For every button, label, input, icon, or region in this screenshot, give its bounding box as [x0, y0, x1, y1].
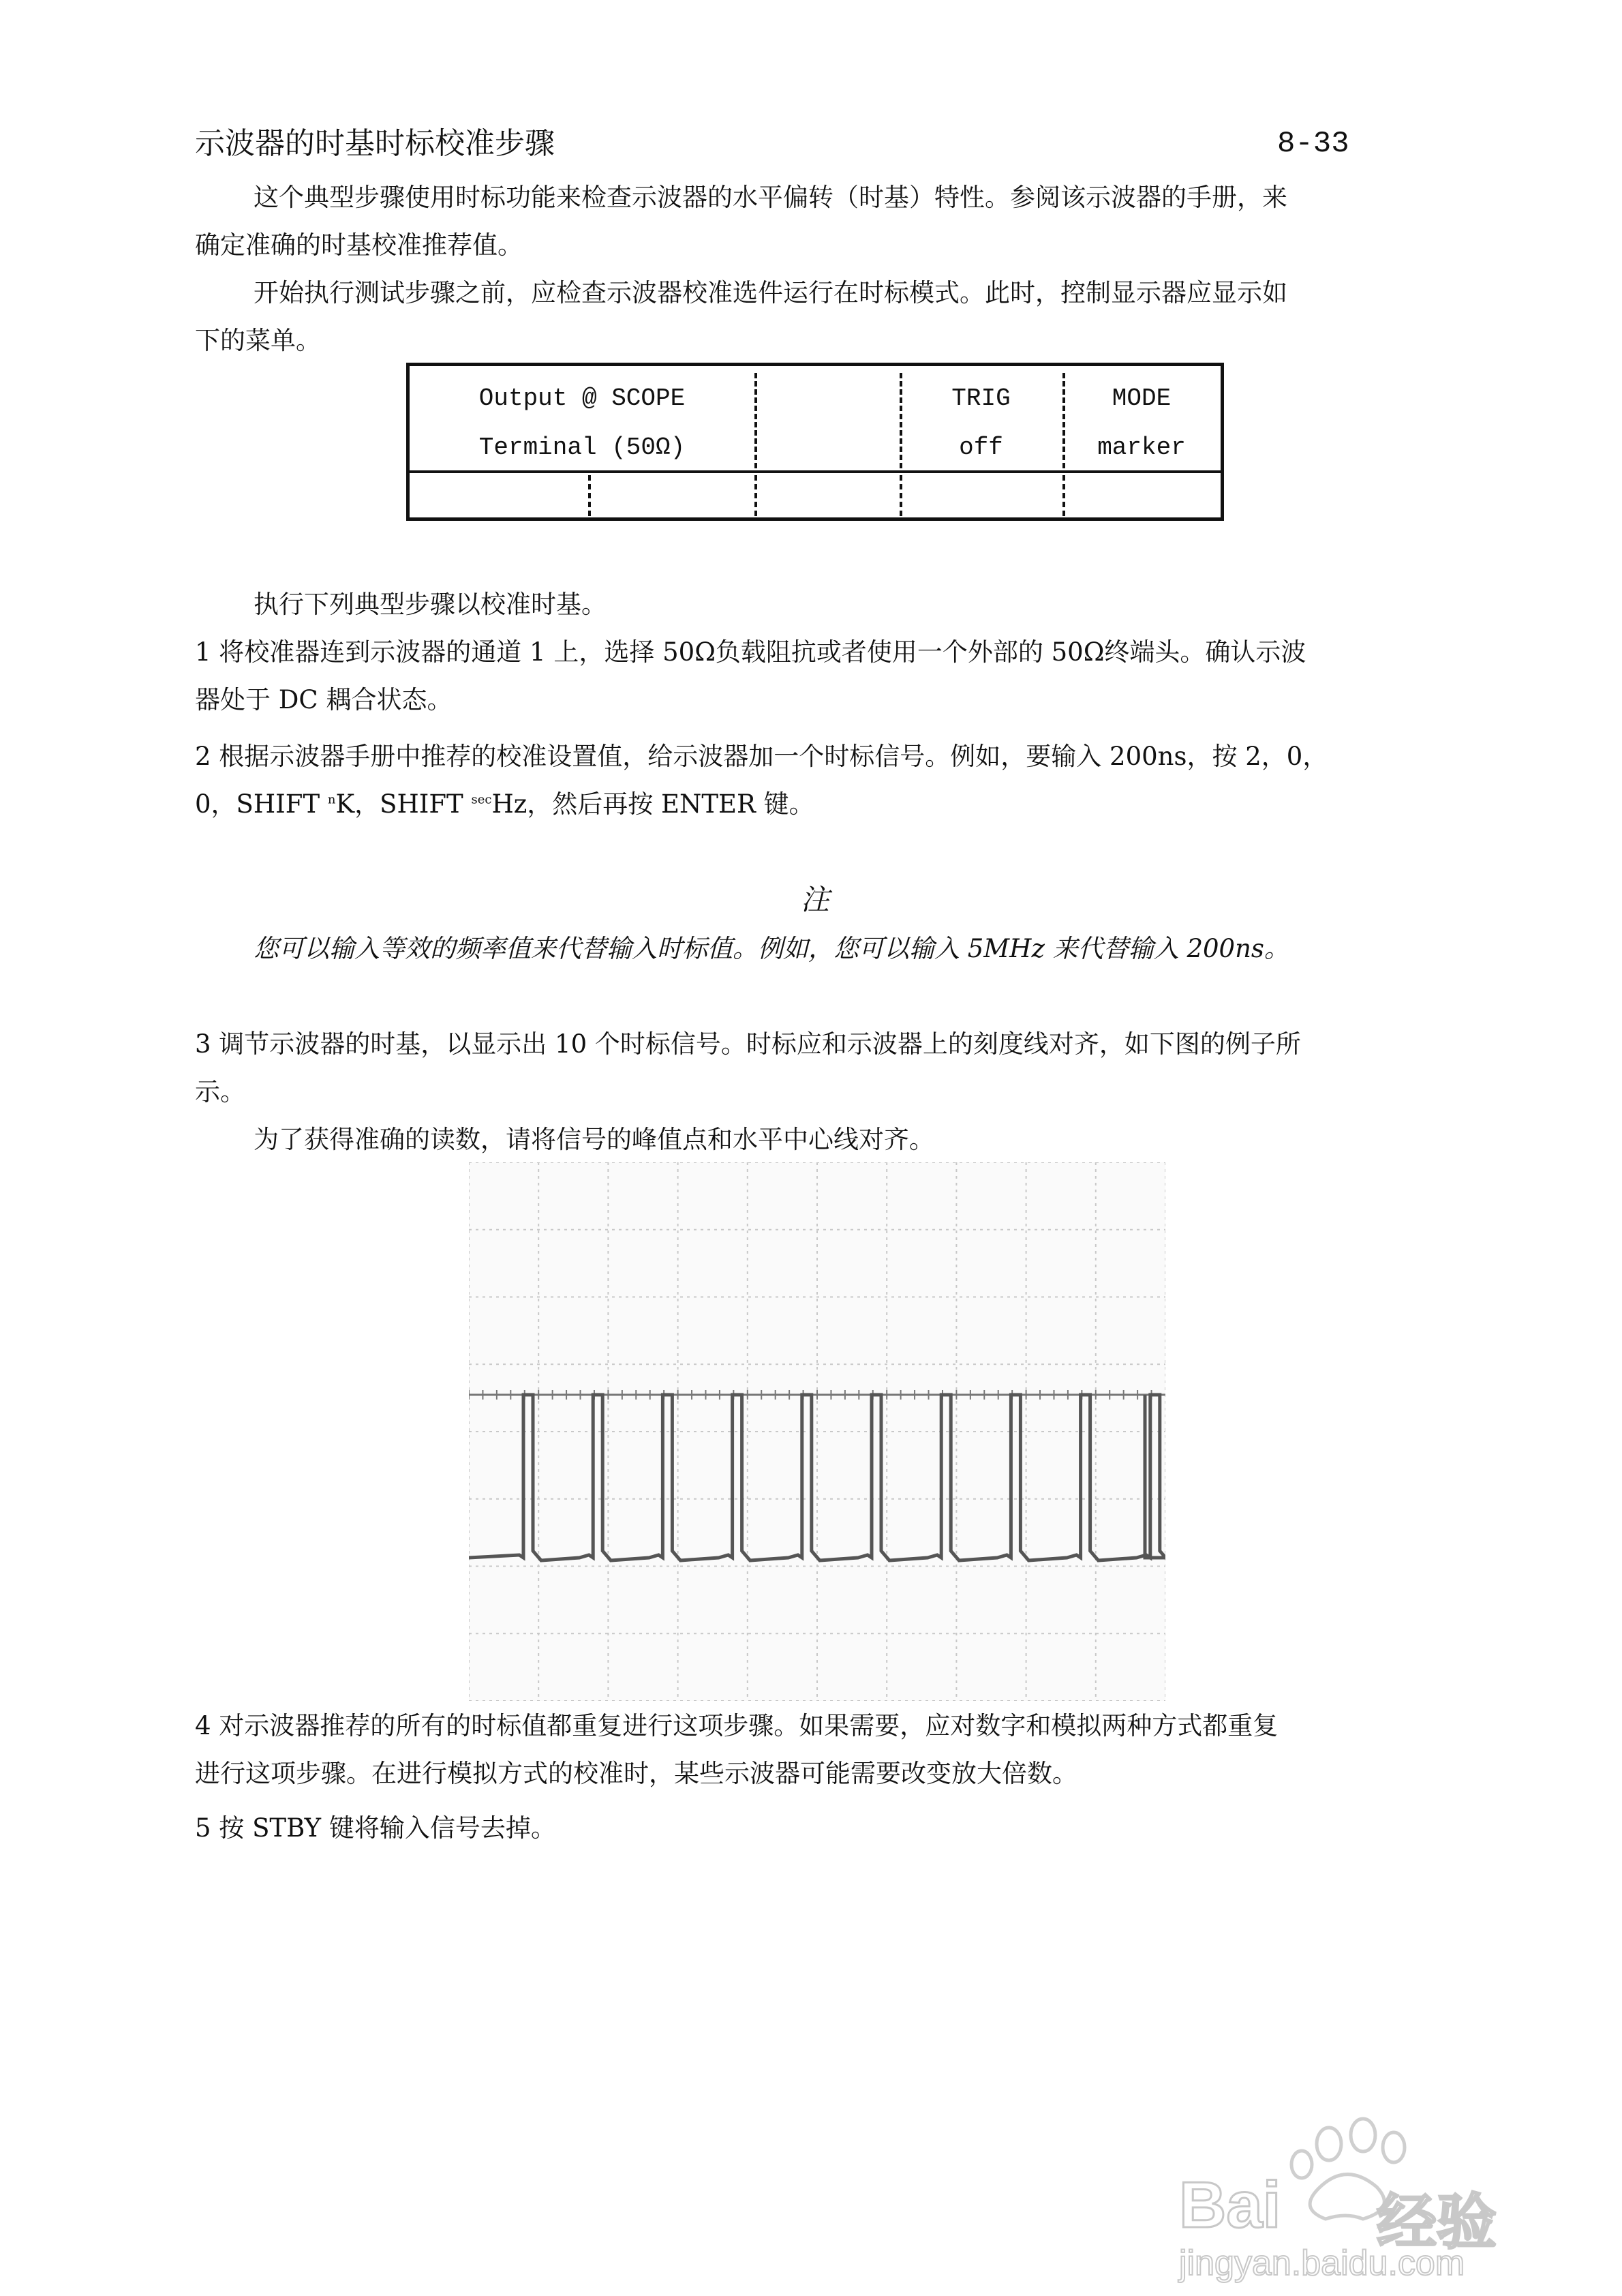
intro-p1-line2: 确定准确的时基校准推荐值。 — [195, 230, 523, 260]
menu-row-divider — [410, 470, 1221, 473]
menu-divider — [588, 475, 591, 516]
menu-divider — [754, 373, 757, 468]
menu-trig-label: TRIG — [951, 384, 1011, 412]
page-title: 示波器的时基时标校准步骤 — [195, 126, 555, 161]
step3-line1: 3 调节示波器的时基，以显示出 10 个时标信号。时标应和示波器上的刻度线对齐，如下图的例子所 — [195, 1029, 1301, 1059]
superscript-sec: sec — [471, 792, 492, 807]
baidu-jingyan-watermark — [1159, 2106, 1540, 2284]
intro-p2-line1: 开始执行测试步骤之前，应检查示波器校准选件运行在时标模式。此时，控制显示器应显示如 — [254, 278, 1287, 307]
page-number: 8-33 — [1277, 127, 1349, 161]
menu-divider — [900, 475, 902, 516]
step4-line1: 4 对示波器推荐的所有的时标值都重复进行这项步骤。如果需要，应对数字和模拟两种方式都重复 — [195, 1711, 1279, 1740]
menu-trig-value: off — [959, 434, 1003, 462]
procedure-intro: 执行下列典型步骤以校准时基。 — [254, 590, 607, 619]
step4-line2: 进行这项步骤。在进行模拟方式的校准时，某些示波器可能需要改变放大倍数。 — [195, 1759, 1077, 1788]
step1-line1: 1 将校准器连到示波器的通道 1 上，选择 50Ω负载阻抗或者使用一个外部的 50Ω终端头。确认示波 — [195, 637, 1306, 667]
superscript-n: n — [327, 792, 336, 807]
menu-mode-label: MODE — [1112, 384, 1172, 412]
menu-output-label: Output @ SCOPE — [478, 384, 686, 412]
menu-table — [406, 363, 1224, 521]
menu-mode-value: marker — [1097, 434, 1186, 462]
menu-terminal-label: Terminal (50Ω) — [478, 434, 686, 462]
oscilloscope-screen — [469, 1162, 1165, 1701]
step3-tip: 为了获得准确的读数，请将信号的峰值点和水平中心线对齐。 — [254, 1125, 934, 1154]
watermark-url: jingyan.baidu.com — [1179, 2244, 1465, 2283]
note-title: 注 — [801, 883, 830, 916]
step2-line2: 0，SHIFT $^n$K，SHIFT $^{sec}$Hz，然后再按 ENTER 键。 — [195, 789, 814, 819]
note-text: 您可以输入等效的频率值来代替输入时标值。例如，您可以输入 5MHz 来代替输入 200ns。 — [254, 934, 1289, 963]
watermark-brand-cn: 经验 — [1377, 2187, 1497, 2257]
step3-line2: 示。 — [195, 1077, 245, 1106]
step1-line2: 器处于 DC 耦合状态。 — [195, 685, 453, 714]
menu-divider — [1062, 475, 1065, 516]
step2-line1: 2 根据示波器手册中推荐的校准设置值，给示波器加一个时标信号。例如，要输入 200ns，按 2，0， — [195, 742, 1328, 771]
intro-p2-line2: 下的菜单。 — [195, 326, 321, 355]
intro-p1-line1: 这个典型步骤使用时标功能来检查示波器的水平偏转（时基）特性。参阅该示波器的手册，来 — [254, 183, 1287, 212]
menu-divider — [754, 475, 757, 516]
watermark-brand: Bai — [1179, 2169, 1281, 2241]
step5-line: 5 按 STBY 键将输入信号去掉。 — [195, 1813, 556, 1843]
